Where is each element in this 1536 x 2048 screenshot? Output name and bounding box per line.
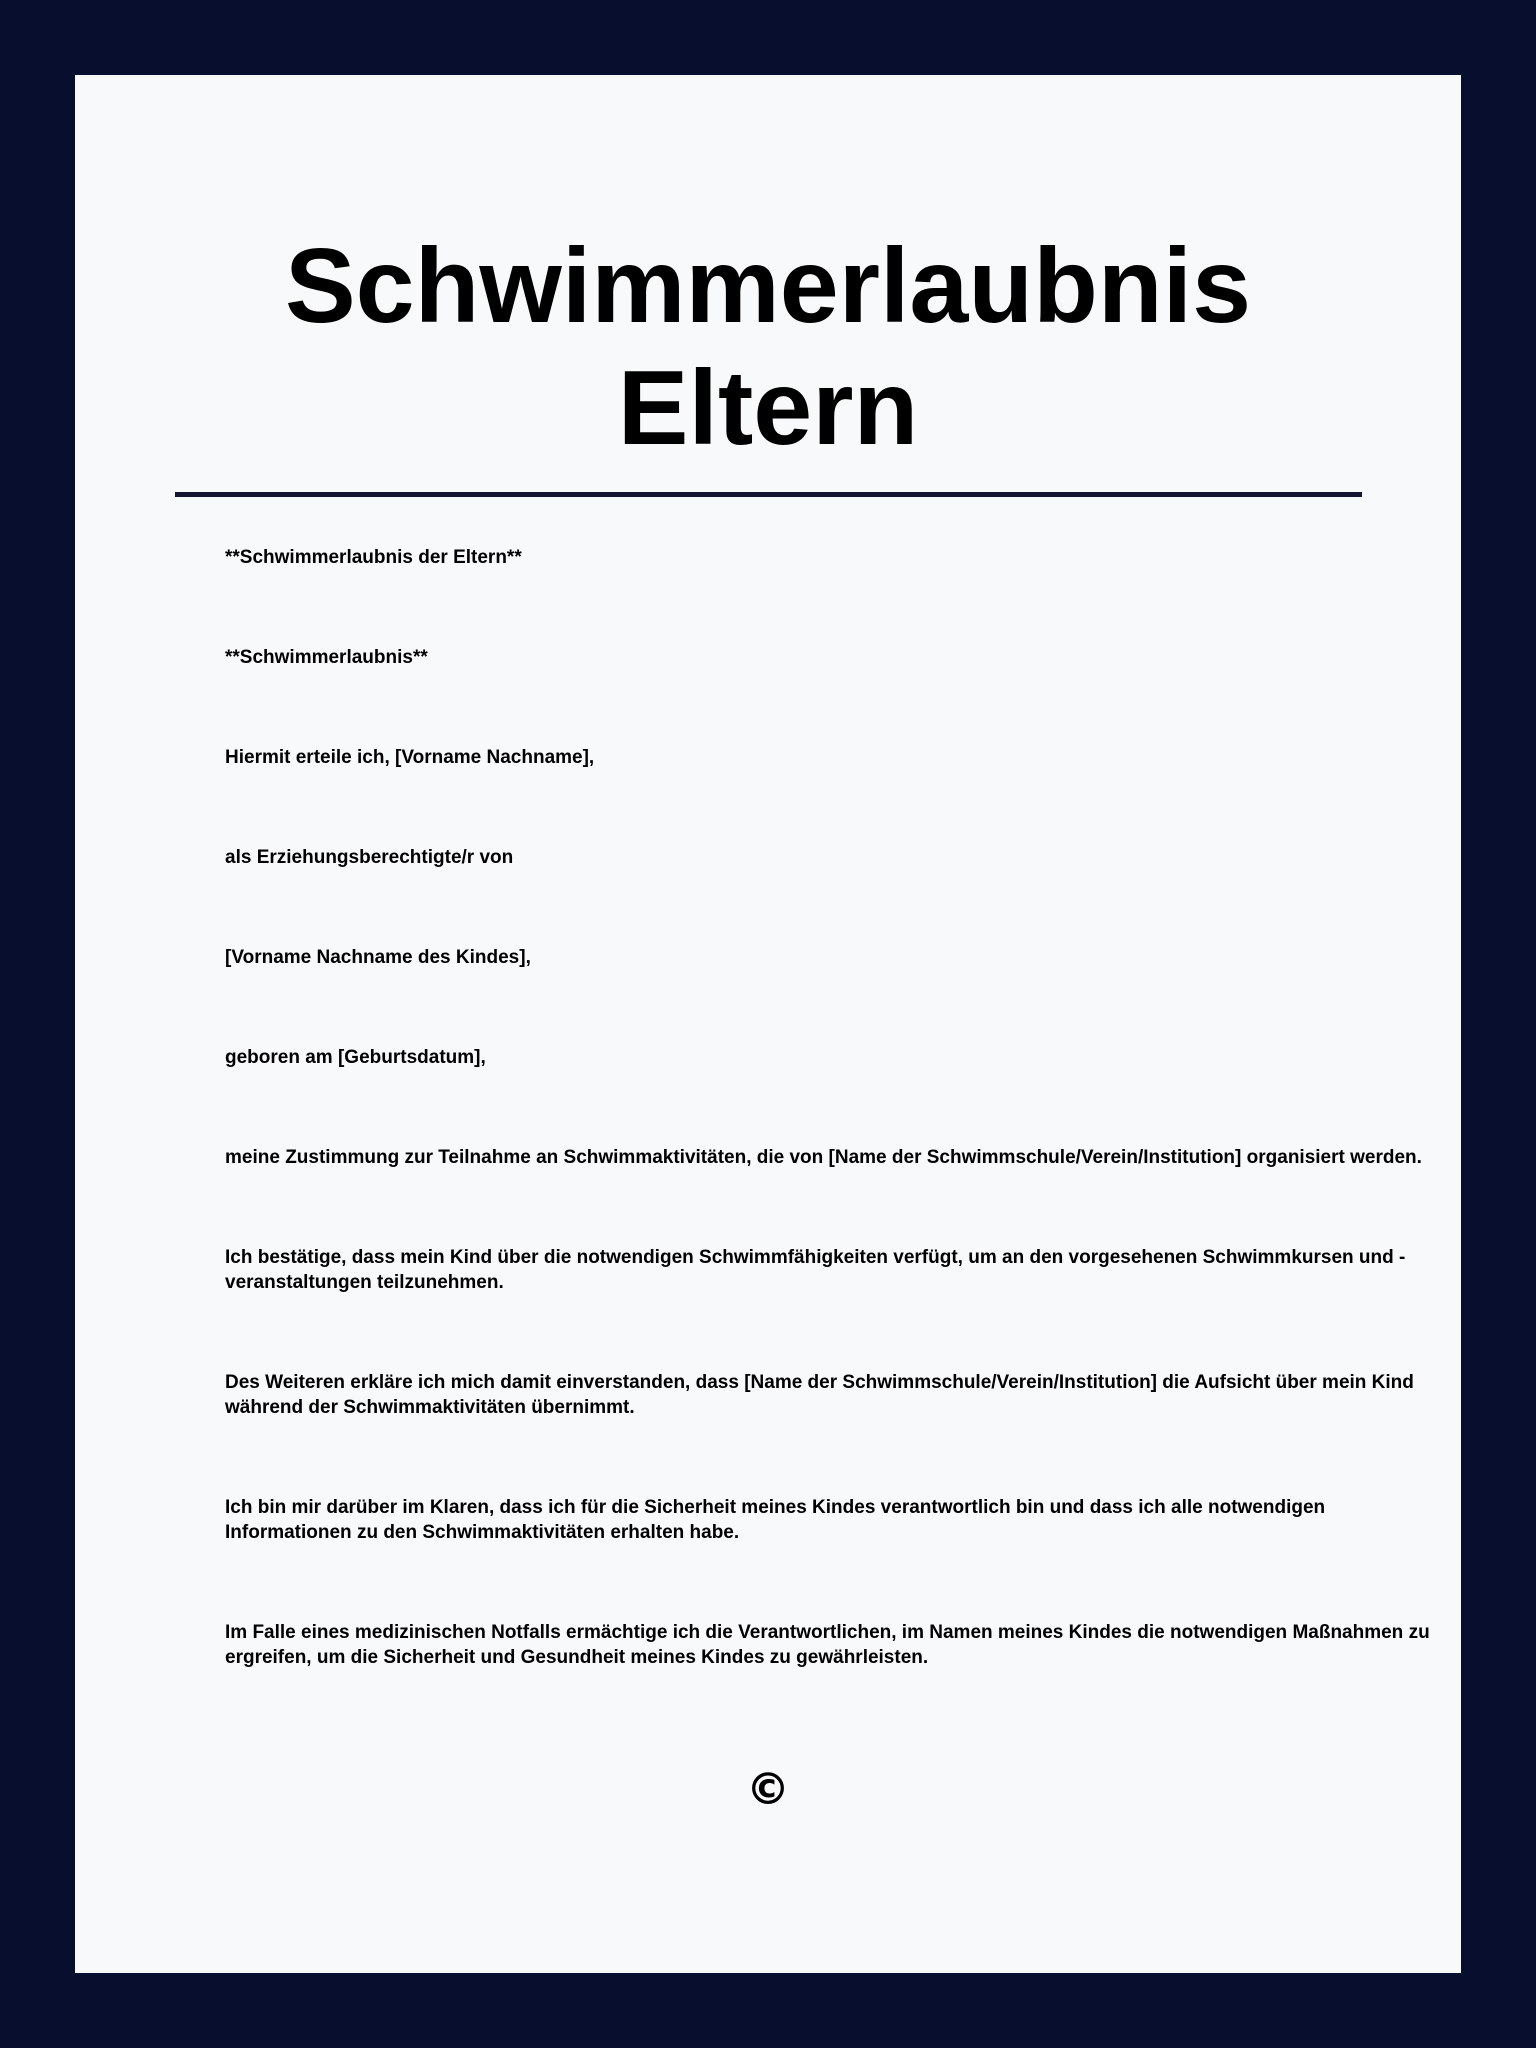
paragraph-grantor: Hiermit erteile ich, [Vorname Nachname], bbox=[225, 747, 595, 768]
document-page bbox=[75, 75, 1461, 1973]
paragraph-consent: meine Zustimmung zur Teilnahme an Schwimmaktivitäten, die von [Name der Schwimmschule/Verein/Institution] organisiert werden. bbox=[225, 1147, 1422, 1168]
document-body bbox=[225, 545, 1435, 1670]
paragraph-responsibility: Ich bin mir darüber im Klaren, dass ich für die Sicherheit meines Kindes verantwortlich bin und dass ich alle notwendigen Informationen zu den Schwimmaktivitäten erhalten habe. bbox=[225, 1497, 1326, 1543]
paragraph-heading-short: **Schwimmerlaubnis** bbox=[225, 647, 428, 668]
paragraph-guardian-role: als Erziehungsberechtigte/r von bbox=[225, 847, 514, 868]
document-title bbox=[75, 225, 1461, 469]
paragraph-supervision: Des Weiteren erkläre ich mich damit einverstanden, dass [Name der Schwimmschule/Verein/Institution] die Aufsicht über mein Kind während der Schwimmaktivitäten übernimmt. bbox=[225, 1372, 1414, 1418]
paragraph-ability-confirmation: Ich bestätige, dass mein Kind über die notwendigen Schwimmfähigkeiten verfügt, um an den vorgesehenen Schwimmkursen und -veranstaltungen teilzunehmen. bbox=[225, 1247, 1406, 1293]
title-divider bbox=[175, 492, 1362, 497]
document-title-line-2: Eltern bbox=[617, 349, 919, 467]
paragraph-birthdate: geboren am [Geburtsdatum], bbox=[225, 1047, 486, 1068]
copyright-icon: © bbox=[746, 1764, 790, 1815]
document-title-line-1: Schwimmerlaubnis bbox=[284, 227, 1252, 345]
paragraph-emergency: Im Falle eines medizinischen Notfalls ermächtige ich die Verantwortlichen, im Namen meines Kindes die notwendigen Maßnahmen zu ergreifen, um die Sicherheit und Gesundheit meines Kindes zu gewährleisten. bbox=[225, 1622, 1430, 1668]
paragraph-heading-full: **Schwimmerlaubnis der Eltern** bbox=[225, 547, 522, 568]
paragraph-child-name: [Vorname Nachname des Kindes], bbox=[225, 947, 531, 968]
